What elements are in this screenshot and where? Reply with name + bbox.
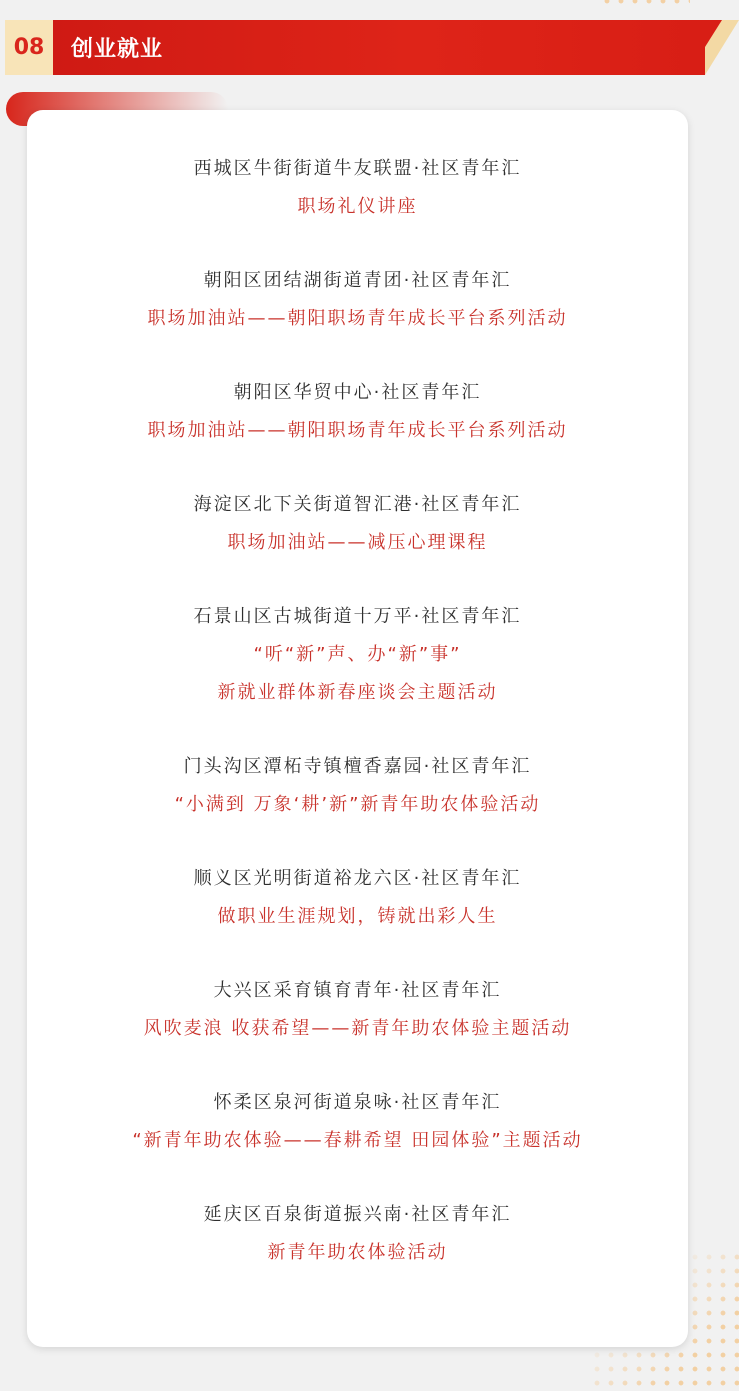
section-header: [5, 20, 739, 75]
list-item: [27, 748, 688, 824]
entry-location: 门头沟区潭柘寺镇檀香嘉园·社区青年汇: [183, 756, 532, 777]
list-item: [27, 972, 688, 1048]
list-item: [27, 860, 688, 936]
entry-location: 朝阳区华贸中心·社区青年汇: [233, 382, 482, 403]
entry-activity: “新青年助农体验——春耕希望 田园体验”主题活动: [132, 1130, 583, 1151]
entry-activity: “听“新”声、办“新”事”: [253, 644, 462, 665]
content-card: [27, 110, 688, 1347]
entry-activity: 风吹麦浪 收获希望——新青年助农体验主题活动: [143, 1018, 572, 1039]
entry-location: 朝阳区团结湖街道青团·社区青年汇: [203, 270, 512, 291]
list-item: [27, 150, 688, 226]
section-title: 创业就业: [53, 20, 705, 75]
entry-location: 大兴区采育镇育青年·社区青年汇: [213, 980, 502, 1001]
list-item: [27, 262, 688, 338]
entry-location: 怀柔区泉河街道泉咏·社区青年汇: [213, 1092, 502, 1113]
entry-activity: 职场礼仪讲座: [297, 196, 418, 217]
entry-location: 顺义区光明街道裕龙六区·社区青年汇: [193, 868, 522, 889]
list-item: [27, 374, 688, 450]
list-item: [27, 598, 688, 712]
entry-activity: 职场加油站——朝阳职场青年成长平台系列活动: [147, 308, 568, 329]
entry-location: 西城区牛街街道牛友联盟·社区青年汇: [193, 158, 522, 179]
entry-activity: 职场加油站——朝阳职场青年成长平台系列活动: [147, 420, 568, 441]
entry-activity: 新青年助农体验活动: [267, 1242, 448, 1263]
entry-activity: “小满到 万象‘耕’新”新青年助农体验活动: [174, 794, 541, 815]
entry-location: 石景山区古城街道十万平·社区青年汇: [193, 606, 522, 627]
entry-activity: 新就业群体新春座谈会主题活动: [217, 682, 498, 703]
list-item: [27, 486, 688, 562]
entry-location: 延庆区百泉街道振兴南·社区青年汇: [203, 1204, 512, 1225]
list-item: [27, 1084, 688, 1160]
entry-activity: 做职业生涯规划，铸就出彩人生: [217, 906, 498, 927]
entry-activity: 职场加油站——减压心理课程: [227, 532, 488, 553]
list-item: [27, 1196, 688, 1272]
section-number: 08: [5, 20, 53, 75]
entry-location: 海淀区北下关街道智汇港·社区青年汇: [193, 494, 522, 515]
decorative-dots-top: [600, 0, 690, 10]
header-tip-red-decoration: [705, 20, 722, 47]
